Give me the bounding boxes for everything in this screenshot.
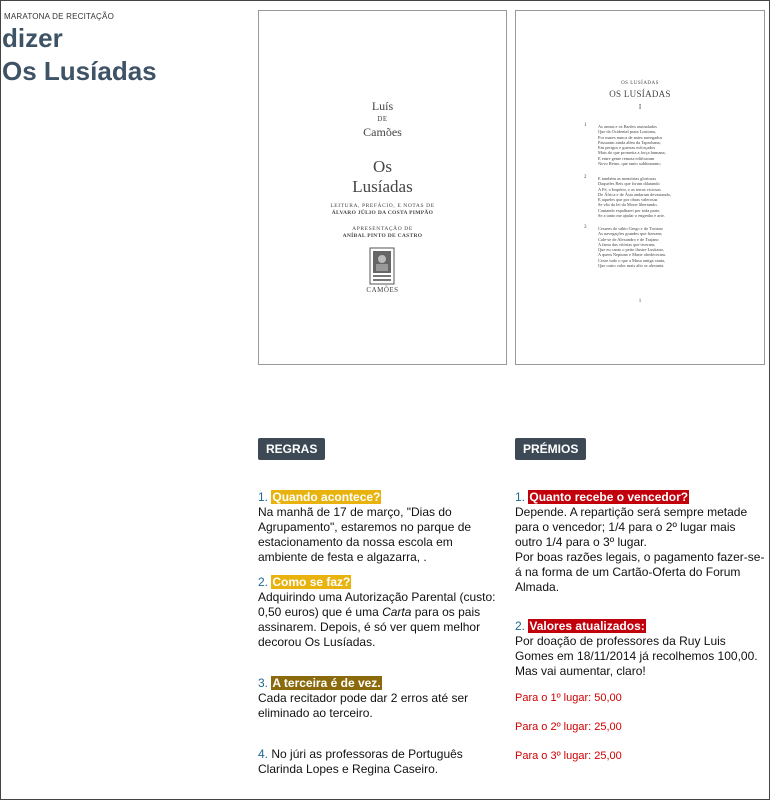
rules-badge: REGRAS bbox=[258, 438, 325, 460]
prize-body-2: Por boas razões legais, o pagamento fazer-se-á na forma de um Cartão-Oferta do Forum Almada. bbox=[515, 550, 765, 594]
cover-edition-1: LEITURA, PREFÁCIO, E NOTAS DE bbox=[330, 203, 435, 209]
cover-title-2: Lusíadas bbox=[352, 177, 413, 196]
verse-line: Que eu canto o peito ilustre Lusitano, bbox=[598, 247, 664, 253]
rule-item-3 bbox=[258, 676, 498, 721]
rule-body-end: para os pais assinarem. Depois, é só ver quem melhor decorou Os Lusíadas. bbox=[258, 605, 481, 649]
verse-line: As armas e os Barões assinalados bbox=[598, 124, 657, 129]
prize-item-2 bbox=[515, 619, 765, 679]
cover-title-1: Os bbox=[373, 157, 392, 176]
rule-heading: Quando acontece? bbox=[272, 490, 381, 504]
book-cover-image bbox=[258, 10, 507, 365]
rule-heading: A terceira é de vez. bbox=[272, 676, 381, 690]
prize-heading: Valores atualizados: bbox=[529, 619, 645, 633]
rule-body: No júri as professoras de Português Clarinda Lopes e Regina Caseiro. bbox=[258, 747, 463, 776]
cover-publisher: CAMÕES bbox=[366, 286, 399, 294]
page-title bbox=[2, 22, 157, 88]
text-page-running-head: OS LUSÍADAS bbox=[621, 81, 659, 86]
rule-body-italic: Carta bbox=[382, 605, 412, 619]
prize-second-place: Para o 2º lugar: 25,00 bbox=[515, 721, 622, 733]
verse-line: As navegações grandes que fizeram; bbox=[598, 231, 663, 237]
book-text-page-image bbox=[515, 10, 765, 365]
page-number: 1 bbox=[638, 299, 642, 304]
stanza bbox=[598, 124, 666, 166]
kicker: MARATONA DE RECITAÇÃO bbox=[4, 12, 114, 21]
verse-line: Cesse tudo o que a Musa antiga canta, bbox=[598, 257, 666, 263]
verse-line: Se a tanto me ajudar o engenho e arte. bbox=[598, 213, 665, 219]
rule-body: Adquirindo uma Autorização Parental (custo: 0,50 euros) que é uma bbox=[258, 590, 496, 619]
prize-heading: Quanto recebe o vencedor? bbox=[529, 490, 689, 504]
verse-line: A fama das vitórias que tiveram; bbox=[598, 241, 656, 247]
rule-item-1 bbox=[258, 490, 488, 565]
prize-body: Depende. A repartição será sempre metade para o vencedor; 1/4 para o 2º lugar mais outro 1/4 para o 3º lugar. bbox=[515, 505, 748, 549]
cover-edition-3: APRESENTAÇÃO DE bbox=[352, 226, 413, 232]
prize-number: 1. bbox=[515, 490, 526, 504]
prize-number: 2. bbox=[515, 619, 526, 633]
stanza bbox=[598, 176, 671, 218]
rule-number: 1. bbox=[258, 490, 269, 504]
verse-line: E entre gente remota edificaram bbox=[598, 155, 655, 161]
prizes-badge: PRÉMIOS bbox=[515, 438, 586, 460]
stanza-number: 3 bbox=[584, 225, 587, 230]
prize-body: Por doação de professores da Ruy Luis Gomes em 18/11/2014 já recolhemos 100,00. Mas vai aumentar, claro! bbox=[515, 634, 758, 678]
rule-heading: Como se faz? bbox=[272, 575, 351, 589]
verse-line: Por mares nunca de antes navegados bbox=[598, 134, 663, 140]
verse-line: Novo Reino, que tanto sublimaram; bbox=[598, 161, 661, 167]
stanza-number: 1 bbox=[584, 123, 587, 128]
verse-line: Daqueles Reis que foram dilatando bbox=[598, 181, 660, 187]
rule-number: 3. bbox=[258, 676, 269, 690]
verse-line: Cantando espalharei por toda parte, bbox=[598, 207, 661, 213]
verse-line: Cale-se de Alexandro e de Trajano bbox=[598, 236, 659, 242]
text-page-title: OS LUSÍADAS bbox=[609, 89, 671, 99]
canto-number: I bbox=[638, 103, 642, 111]
rule-number: 2. bbox=[258, 575, 269, 589]
prize-first-place: Para o 1º lugar: 50,00 bbox=[515, 692, 622, 704]
prize-third-place: Para o 3º lugar: 25,00 bbox=[515, 750, 622, 762]
rule-number: 4. bbox=[258, 747, 269, 761]
cover-author-3: Camões bbox=[363, 125, 402, 139]
verse-line: Em perigos e guerras esforçados bbox=[598, 145, 656, 151]
verse-line: Se vão da lei da Morte libertando, bbox=[598, 202, 658, 208]
verse-line: De África e de Ásia andaram devastando, bbox=[598, 191, 672, 197]
verse-line: Cessem do sábio Grego e do Troiano bbox=[598, 226, 663, 231]
verse-line: E aqueles que por obras valerosas bbox=[598, 197, 658, 203]
stanza-number: 2 bbox=[584, 175, 587, 180]
verse-line: Que outro valor mais alto se alevanta. bbox=[598, 263, 665, 269]
cover-author-1: Luís bbox=[371, 99, 394, 113]
rule-item-2 bbox=[258, 575, 498, 650]
cover-edition-2: ÁLVARO JÚLIO DA COSTA PIMPÃO bbox=[331, 210, 434, 216]
verse-line: Mais do que prometia a força humana, bbox=[598, 150, 666, 156]
cover-edition-4: ANÍBAL PINTO DE CASTRO bbox=[342, 233, 423, 239]
prize-item-1 bbox=[515, 490, 765, 595]
verse-line: Que da Ocidental praia Lusitana, bbox=[598, 129, 656, 135]
verse-line: A Fé, o Império, e as terras viciosas bbox=[598, 186, 661, 192]
rule-body: Cada recitador pode dar 2 erros até ser eliminado ao terceiro. bbox=[258, 691, 469, 720]
cover-author-2: DE bbox=[377, 115, 388, 123]
verse-line: Passaram ainda além da Taprobana, bbox=[598, 139, 661, 145]
publisher-logo-icon bbox=[369, 247, 395, 285]
title-line-1: dizer bbox=[2, 23, 63, 53]
title-line-2: Os Lusíadas bbox=[2, 56, 157, 86]
verse-line: A quem Neptuno e Marte obedeceram. bbox=[598, 252, 667, 258]
stanza bbox=[598, 226, 666, 268]
rule-body: Na manhã de 17 de março, "Dias do Agrupamento", estaremos no parque de estacionamento da nossa escola em ambiente de festa e algazarra, . bbox=[258, 505, 472, 564]
rule-item-4 bbox=[258, 747, 488, 777]
verse-line: E também as memórias gloriosas bbox=[598, 176, 657, 181]
